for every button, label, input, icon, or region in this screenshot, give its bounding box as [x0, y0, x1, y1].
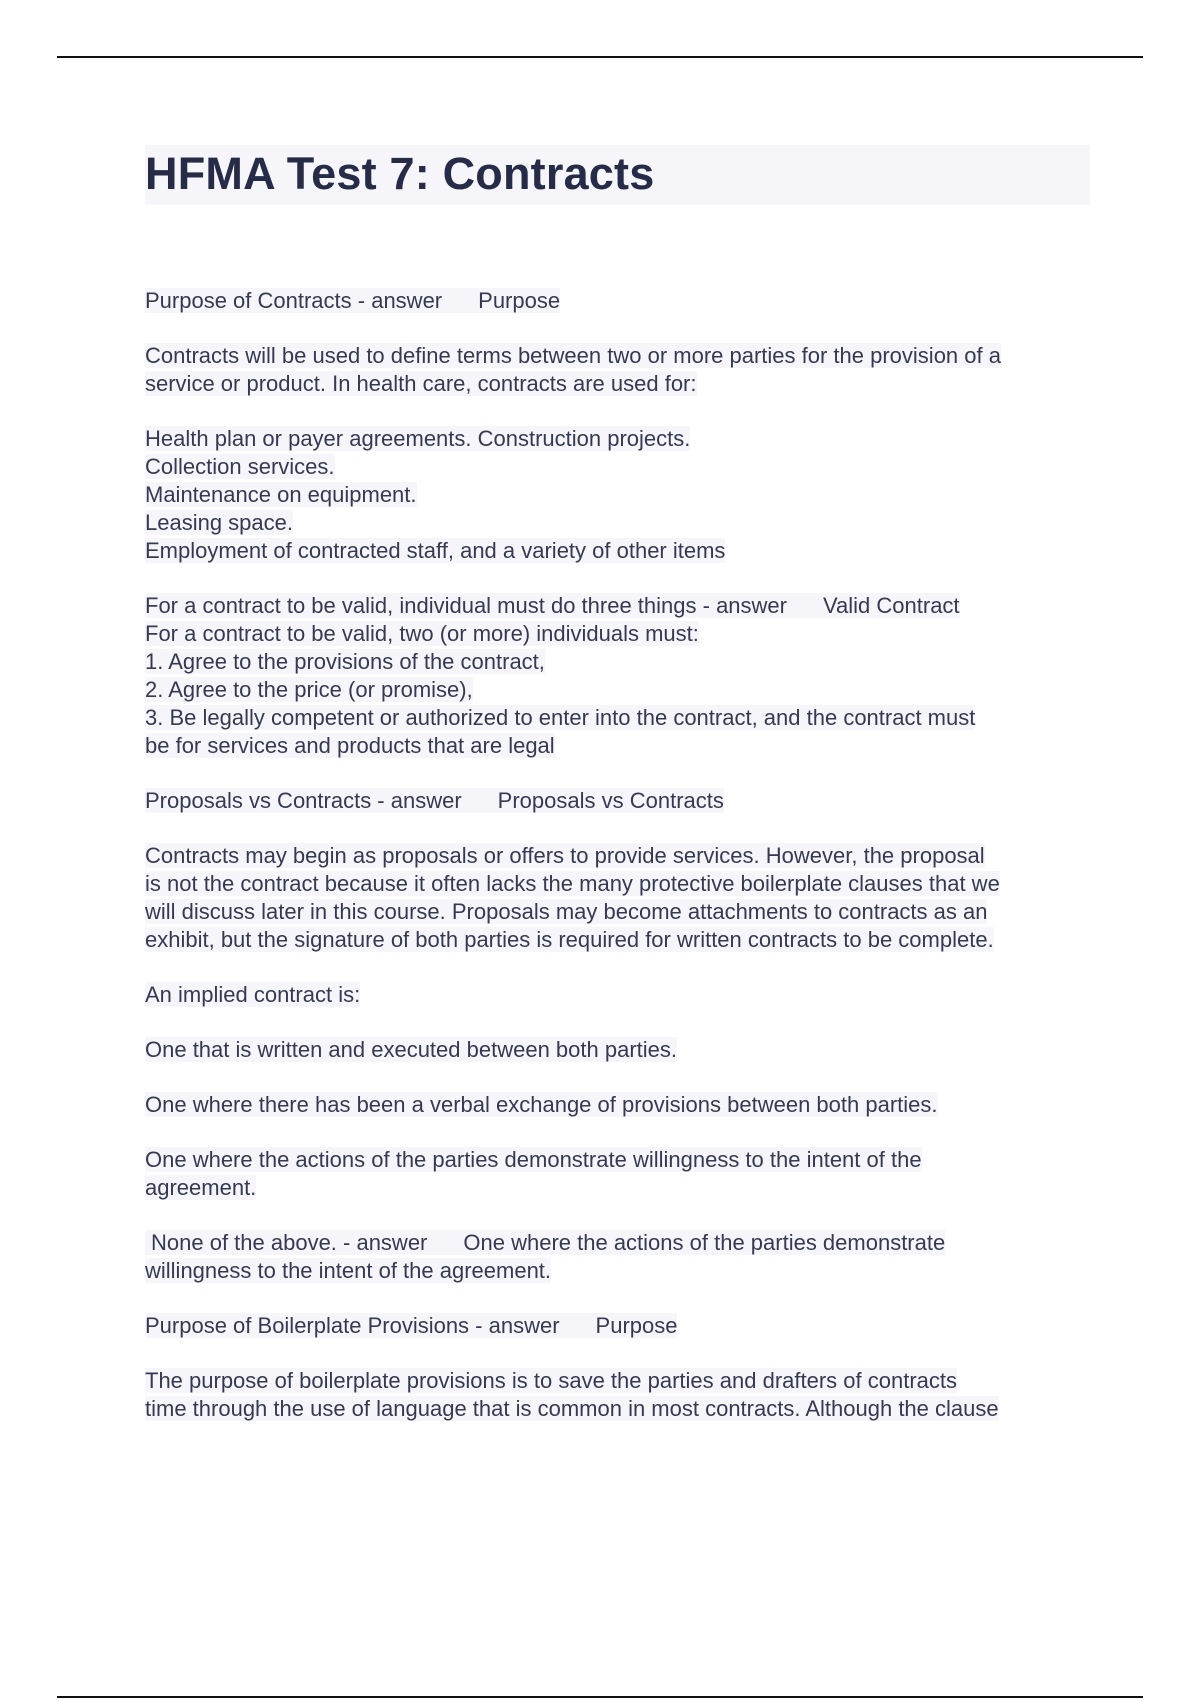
text-line — [145, 981, 1090, 1009]
answer-text: Proposals vs Contracts — [497, 788, 724, 813]
line-text: The purpose of boilerplate provisions is to save the parties and drafters of contracts — [145, 1368, 957, 1393]
line-text: agreement. — [145, 1175, 257, 1200]
text-line — [145, 1091, 1090, 1119]
line-text: Contracts may begin as proposals or offers to provide services. However, the proposal — [145, 843, 985, 868]
paragraph — [145, 1367, 1090, 1423]
line-text: 2. Agree to the price (or promise), — [145, 677, 473, 702]
qa-line — [145, 1229, 1090, 1257]
text-line — [145, 1257, 1090, 1285]
text-line — [145, 870, 1090, 898]
text-line — [145, 648, 1090, 676]
text-line — [145, 1395, 1090, 1423]
paragraph — [145, 842, 1090, 954]
text-line — [145, 1174, 1090, 1202]
line-text: Leasing space. — [145, 510, 293, 535]
line-text: Contracts will be used to define terms between two or more parties for the provision of a — [145, 343, 1001, 368]
text-line — [145, 732, 1090, 760]
answer-text: One where the actions of the parties demonstrate — [463, 1230, 946, 1255]
line-text: One that is written and executed between both parties. — [145, 1037, 677, 1062]
document-body — [145, 145, 1090, 1450]
text-line — [145, 1036, 1090, 1064]
text-line — [145, 537, 1090, 565]
text-line — [145, 1146, 1090, 1174]
text-line — [145, 342, 1090, 370]
text-line — [145, 842, 1090, 870]
qa-line — [145, 287, 1090, 315]
text-line — [145, 676, 1090, 704]
paragraph — [145, 1146, 1090, 1202]
line-text: time through the use of language that is common in most contracts. Although the clause — [145, 1396, 999, 1421]
paragraph — [145, 287, 1090, 315]
text-line — [145, 425, 1090, 453]
line-text: Maintenance on equipment. — [145, 482, 417, 507]
text-line — [145, 370, 1090, 398]
paragraph — [145, 1312, 1090, 1340]
line-text: exhibit, but the signature of both parties is required for written contracts to be complete. — [145, 927, 994, 952]
text-line — [145, 481, 1090, 509]
paragraph — [145, 342, 1090, 398]
line-text: service or product. In health care, contracts are used for: — [145, 371, 697, 396]
qa-line — [145, 592, 1090, 620]
line-text: is not the contract because it often lacks the many protective boilerplate clauses that we — [145, 871, 1000, 896]
text-line — [145, 1367, 1090, 1395]
document-title: HFMA Test 7: Contracts — [145, 145, 1090, 205]
line-text: will discuss later in this course. Proposals may become attachments to contracts as an — [145, 899, 988, 924]
paragraph — [145, 787, 1090, 815]
line-text: Collection services. — [145, 454, 335, 479]
paragraph — [145, 1229, 1090, 1285]
question-text: None of the above. - answer — [151, 1230, 428, 1255]
qa-line — [145, 1312, 1090, 1340]
text-line — [145, 620, 1090, 648]
paragraph — [145, 1036, 1090, 1064]
answer-text: Purpose — [478, 288, 561, 313]
text-line — [145, 704, 1090, 732]
paragraph — [145, 592, 1090, 760]
line-text: One where the actions of the parties demonstrate willingness to the intent of the — [145, 1147, 922, 1172]
line-text: 3. Be legally competent or authorized to enter into the contract, and the contract must — [145, 705, 976, 730]
line-text: Employment of contracted staff, and a variety of other items — [145, 538, 726, 563]
bottom-rule — [57, 1696, 1143, 1698]
paragraph — [145, 981, 1090, 1009]
paragraph — [145, 425, 1090, 565]
line-text: An implied contract is: — [145, 982, 361, 1007]
top-rule — [57, 56, 1143, 58]
text-line — [145, 509, 1090, 537]
text-line — [145, 453, 1090, 481]
line-text: be for services and products that are legal — [145, 733, 555, 758]
line-text: For a contract to be valid, two (or more) individuals must: — [145, 621, 699, 646]
line-text: Health plan or payer agreements. Construction projects. — [145, 426, 691, 451]
qa-line — [145, 787, 1090, 815]
answer-text: Purpose — [595, 1313, 678, 1338]
question-text: Proposals vs Contracts - answer — [145, 788, 462, 813]
question-text: For a contract to be valid, individual must do three things - answer — [145, 593, 787, 618]
question-text: Purpose of Boilerplate Provisions - answer — [145, 1313, 560, 1338]
paragraph — [145, 1091, 1090, 1119]
text-line — [145, 926, 1090, 954]
line-text: One where there has been a verbal exchange of provisions between both parties. — [145, 1092, 938, 1117]
qa-content — [145, 287, 1090, 1423]
answer-text: Valid Contract — [823, 593, 960, 618]
question-text: Purpose of Contracts - answer — [145, 288, 443, 313]
line-text: 1. Agree to the provisions of the contract, — [145, 649, 545, 674]
line-text: willingness to the intent of the agreement. — [145, 1258, 552, 1283]
text-line — [145, 898, 1090, 926]
